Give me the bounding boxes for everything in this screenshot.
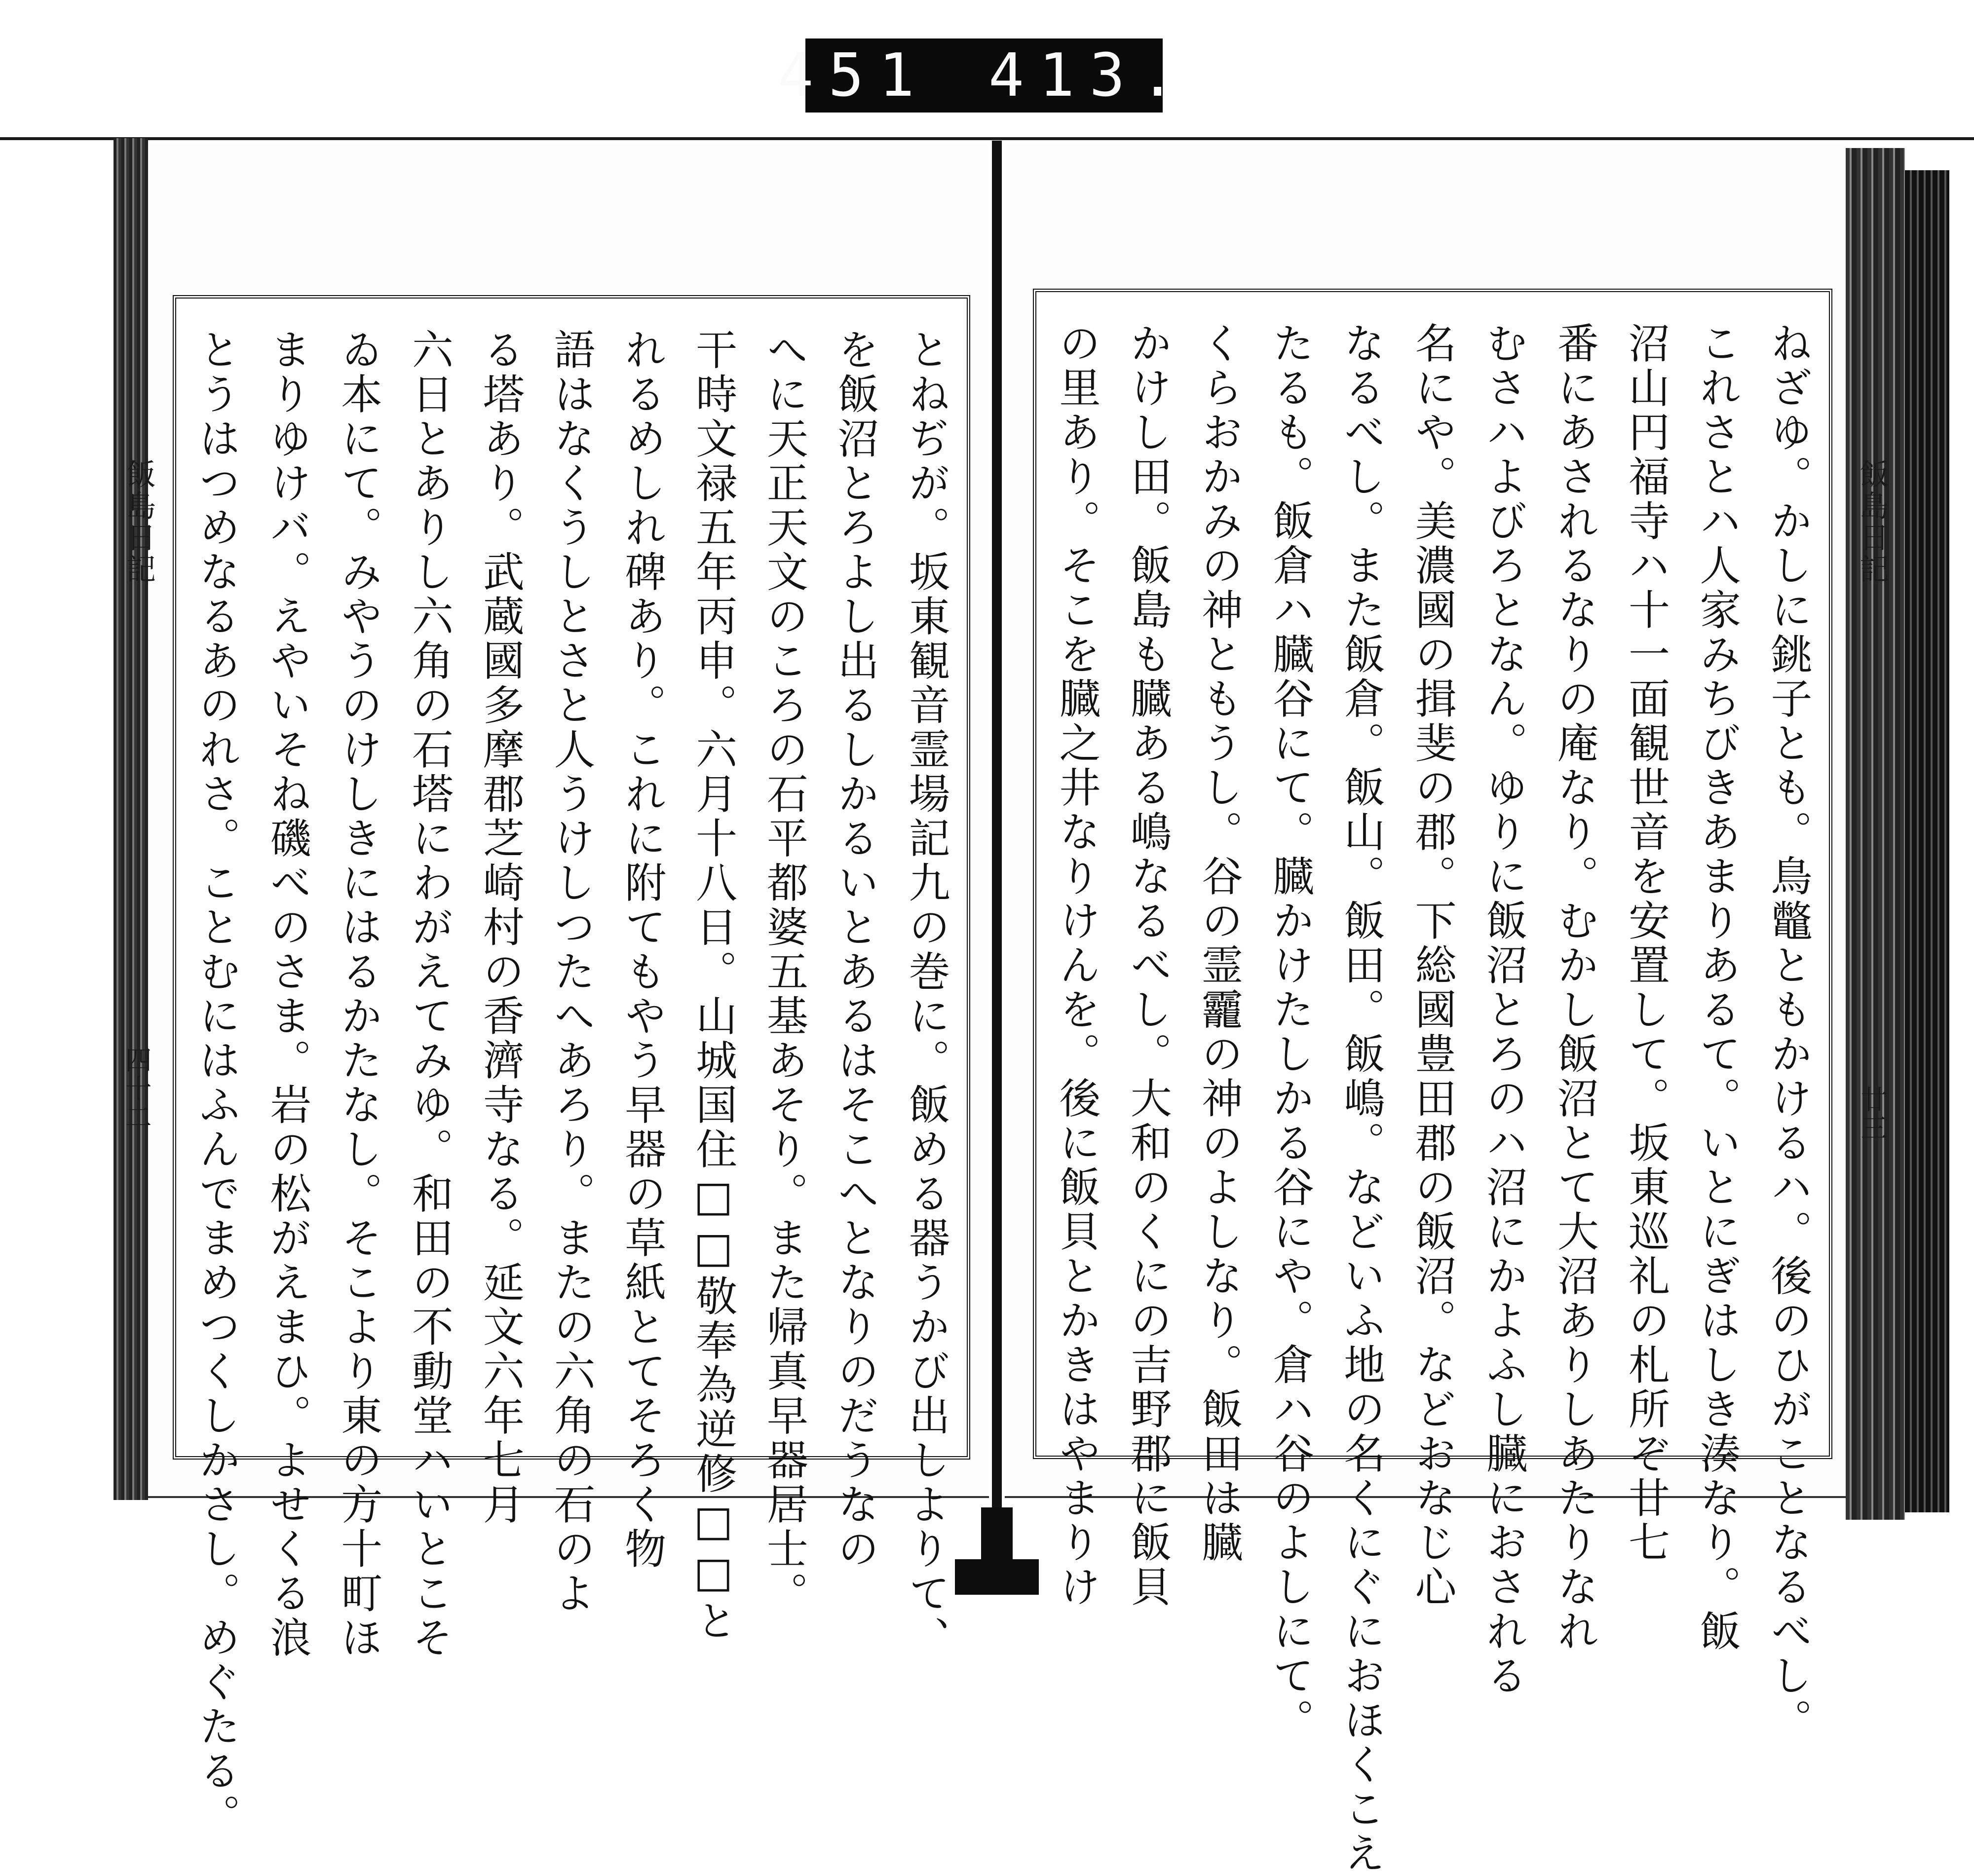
left-page-stack-edge [114,138,148,1500]
right-column-7: なるべし。また飯倉。飯山。飯田。飯嶋。などいふ地の名くにぐにおほくこえ [1337,322,1386,1876]
right-outer-cover-edge [1905,170,1949,1512]
label-left-number: 451 [778,41,929,110]
right-column-10: かけし田。飯島も臓ある嶋なるべし。大和のくにの吉野郡に飯貝 [1124,322,1173,1610]
right-margin-page-number: 廿三 [1857,1086,1888,1143]
right-column-1: ねざゆ。かしに銚子とも。鳥鼈ともかけるハ。後のひがことなるべし。 [1764,322,1813,1743]
right-column-8: たるも。飯倉ハ臓谷にて。臓かけたしかる谷にや。倉ハ谷のよしにて。 [1266,322,1315,1743]
spine-clamp [981,1507,1013,1562]
left-margin-title: 飯島日記 [121,459,156,585]
left-column-7: る塔あり。武蔵國多摩郡芝崎村の香濟寺なる。延文六年七月 [476,328,525,1527]
left-column-4: 干時文禄五年丙申。六月十八日。山城国住□□敬奉為逆修□□と [689,328,738,1644]
right-column-11: の里あり。そこを臓之井なりけんを。後に飯貝とかきはやまりけ [1053,322,1101,1610]
left-column-2: を飯沼とろよし出るしかるいとあるはそこへとなりのだうなの [831,328,880,1572]
left-text-frame [173,295,970,1838]
right-text-frame [1033,289,1832,1876]
left-column-3: へに天正天文のころの石平都婆五基あそり。また帰真早器居士。 [760,328,809,1616]
left-column-11: とうはつめなるあのれさ。ことむにはふんでまめつくしかさし。めぐたる。 [192,328,241,1838]
volume-label-plate [778,38,1190,113]
right-column-3: 沼山円福寺ハ十一面観世音を安置して。坂東巡礼の札所ぞ廿七 [1622,322,1670,1565]
right-column-6: 名にや。美濃國の揖斐の郡。下総國豊田郡の飯沼。などおなじ心 [1408,322,1457,1610]
right-column-2: これさとハ人家みちびきあまりあるて。いとにぎはしき湊なり。飯 [1693,322,1742,1654]
left-column-8: 六日とありし六角の石塔にわがえてみゆ。和田の不動堂ハいとこそ [405,328,454,1660]
book-spine [992,141,1002,1507]
right-margin-title: 飯島日記 [1855,459,1889,585]
right-column-9: くらおかみの神ともうし。谷の霊龗の神のよしなり。飯田は臓 [1195,322,1244,1565]
left-column-6: 語はなくうしとさと人うけしつたへあろり。またの六角の石のよ [547,328,596,1616]
left-column-10: まりゆけバ。えやいそね磯べのさま。岩の松がえまひ。よせくる浪 [263,328,312,1660]
left-column-5: れるめしれ碑あり。これに附てもやう早器の草紙とてそろく物 [618,328,667,1572]
right-column-4: 番にあされるなりの庵なり。むかし飯沼とて大沼ありしあたりなれ [1551,322,1599,1654]
label-right-number: 413. [988,41,1190,110]
spine-stand [955,1559,1039,1595]
right-column-5: むさハよびろとなん。ゆりに飯沼とろのハ沼にかよふし臓におされる [1480,322,1528,1698]
left-column-9: ゐ本にて。みやうのけしきにはるかたなし。そこより東の方十町ほ [334,328,383,1660]
left-margin-page-number: 四十二 [121,1046,152,1132]
right-page-stack-edge [1846,148,1905,1520]
book-top-edge [0,137,1974,140]
left-column-1: とねぢが。坂東観音霊場記九の巻に。飯める器うかび出しよりて、 [902,328,950,1660]
